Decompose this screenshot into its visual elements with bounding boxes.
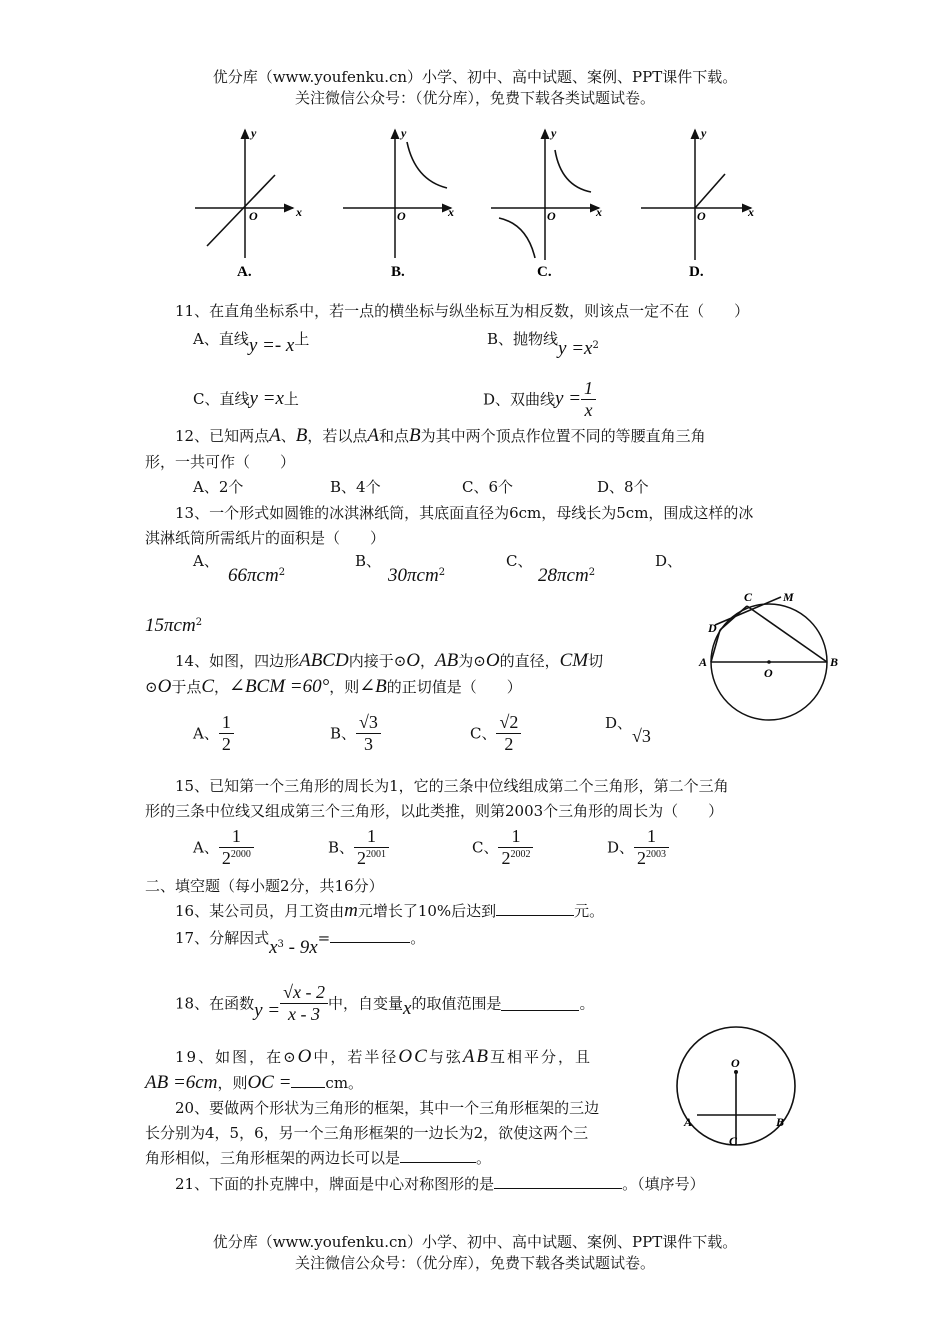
q13-value-d: 15πcm$^2$ — [145, 615, 203, 636]
graph-c-y: y — [551, 126, 557, 140]
q14-fig-d: D — [708, 621, 717, 635]
q11-option-b: B、抛物线$y =x^2$ — [487, 330, 599, 359]
q16-answer-blank — [496, 901, 574, 916]
q19-line-2: AB =6cm，则OC = cm。 — [145, 1072, 364, 1093]
graph-b-origin: O — [397, 209, 406, 223]
q19-fig-a: A — [684, 1115, 693, 1129]
q15-option-a: A、 $\frac{1}{2^{2000}}$ — [193, 826, 254, 868]
q11-stem: 11、在直角坐标系中，若一点的横坐标与纵坐标互为相反数，则该点一定不在（ ） — [175, 302, 750, 320]
graph-a-origin: O — [249, 209, 258, 223]
q13-label-b: B、 — [355, 552, 382, 570]
q11-option-a: A、直线y =- x上 — [193, 330, 310, 356]
graph-b — [343, 126, 454, 280]
q14-fig-m: M — [783, 590, 794, 604]
q20-answer-blank — [400, 1148, 476, 1163]
q12-line-2: 形，一共可作（ ） — [145, 453, 296, 471]
q20-line-3: 角形相似，三角形框架的两边长可以是 。 — [145, 1149, 492, 1167]
header-line-1: 优分库（www.youfenku.cn）小学、初中、高中试题、案例、PPT课件下载。 — [212, 68, 738, 86]
q19-fig-o: O — [731, 1056, 740, 1070]
q17-answer-blank — [330, 928, 410, 943]
graph-c-label: C. — [537, 264, 552, 280]
graph-d-label: D. — [689, 264, 704, 280]
q14-fig-b: B — [830, 655, 839, 669]
q15-option-c: C、 $\frac{1}{2^{2002}}$ — [472, 826, 533, 868]
graph-a-y: y — [251, 126, 257, 140]
graph-b-y: y — [401, 126, 407, 140]
q12-option-b: B、4个 — [330, 478, 381, 496]
footer-line-2: 关注微信公众号：（优分库），免费下载各类试题试卷。 — [294, 1254, 655, 1272]
q21: 21、下面的扑克牌中，牌面是中心对称图形的是 。（填序号） — [175, 1175, 705, 1193]
q13-label-c: C、 — [506, 552, 533, 570]
q14-option-c: C、 $\frac{√2}{2}$ — [470, 712, 521, 754]
section-fill-in-title: 二、填空题（每小题2分，共16分） — [145, 877, 384, 895]
q19-circle-figure — [672, 1022, 802, 1152]
graph-c — [491, 126, 602, 280]
q19-line-1: 19、如图，在⊙O中，若半径OC与弦AB互相平分，且 — [175, 1046, 593, 1067]
q14-fig-o: O — [764, 666, 773, 680]
q14-circle-figure — [697, 585, 847, 730]
q19-fig-c: C — [729, 1134, 738, 1148]
q12-option-d: D、8个 — [597, 478, 649, 496]
q14-option-b: B、 $\frac{√3}{3}$ — [330, 712, 381, 754]
q14-line-2: ⊙O于点C，∠BCM =60°，则∠B的正切值是（ ） — [145, 676, 522, 697]
q13-value-c: 28πcm$^2$ — [538, 565, 596, 586]
q13-label-d: D、 — [655, 552, 683, 570]
graph-c-x: x — [596, 205, 602, 219]
q15-line-1: 15、已知第一个三角形的周长为1，它的三条中位线组成第二个三角形，第二个三角 — [175, 777, 729, 795]
q14-line-1: 14、如图，四边形ABCD内接于⊙O，AB为⊙O的直径，CM切 — [175, 650, 604, 671]
q19-answer-blank — [291, 1073, 325, 1088]
graph-b-x: x — [448, 205, 454, 219]
graph-d-origin: O — [697, 209, 706, 223]
graph-b-label: B. — [391, 264, 405, 280]
q14-option-a: A、 $\frac{1}{2}$ — [193, 712, 234, 754]
graph-a-x: x — [296, 205, 302, 219]
graph-d-x: x — [748, 205, 754, 219]
q14-fig-a: A — [699, 655, 708, 669]
q14-fig-c: C — [744, 590, 753, 604]
graph-d — [641, 126, 754, 280]
q20-line-1: 20、要做两个形状为三角形的框架，其中一个三角形框架的三边 — [175, 1099, 600, 1117]
graph-c-origin: O — [547, 209, 556, 223]
q12-line-1: 12、已知两点A、B，若以点A和点B为其中两个顶点作位置不同的等腰直角三角 — [175, 425, 706, 446]
q13-label-a: A、 — [193, 552, 219, 570]
q21-answer-blank — [494, 1174, 622, 1189]
q12-option-c: C、6个 — [462, 478, 514, 496]
q19-fig-b: B — [776, 1115, 785, 1129]
q13-value-a: 66πcm$^2$ — [228, 565, 286, 586]
q13-line-2: 淇淋纸筒所需纸片的面积是（ ） — [145, 529, 386, 547]
q13-value-b: 30πcm$^2$ — [388, 565, 446, 586]
q17: 17、分解因式$x^3 - 9x=$ 。 — [175, 929, 426, 958]
graph-a-label: A. — [237, 264, 252, 280]
q13-line-1: 13、一个形式如圆锥的冰淇淋纸筒，其底面直径为6cm，母线长为5cm，围成这样的冰 — [175, 504, 754, 522]
q15-option-d: D、 $\frac{1}{2^{2003}}$ — [607, 826, 669, 868]
graph-d-y: y — [701, 126, 707, 140]
header-line-2: 关注微信公众号：（优分库），免费下载各类试题试卷。 — [294, 89, 655, 107]
q15-line-2: 形的三条中位线又组成第三个三角形，以此类推，则第2003个三角形的周长为（ ） — [145, 802, 724, 820]
graph-a — [195, 126, 302, 280]
q20-line-2: 长分别为4，5，6，另一个三角形框架的一边长为2，欲使这两个三 — [145, 1124, 589, 1142]
q15-option-b: B、 $\frac{1}{2^{2001}}$ — [328, 826, 389, 868]
q11-option-c: C、直线y =x上 — [193, 388, 299, 409]
q12-option-a: A、2个 — [193, 478, 244, 496]
function-graphs-figure — [185, 120, 765, 285]
q14-option-d: D、√3 — [605, 714, 651, 746]
q18-answer-blank — [501, 996, 579, 1011]
footer-line-1: 优分库（www.youfenku.cn）小学、初中、高中试题、案例、PPT课件下载。 — [212, 1233, 738, 1251]
q16: 16、某公司员，月工资由m元增长了10%后达到 元。 — [175, 900, 605, 921]
q18: 18、在函数y = $\frac{√x - 2}{x - 3}$ 中，自变量x的取值范围是 。 — [175, 982, 595, 1024]
q11-option-d: D、双曲线y = $\frac{1}{x}$ — [483, 378, 596, 420]
